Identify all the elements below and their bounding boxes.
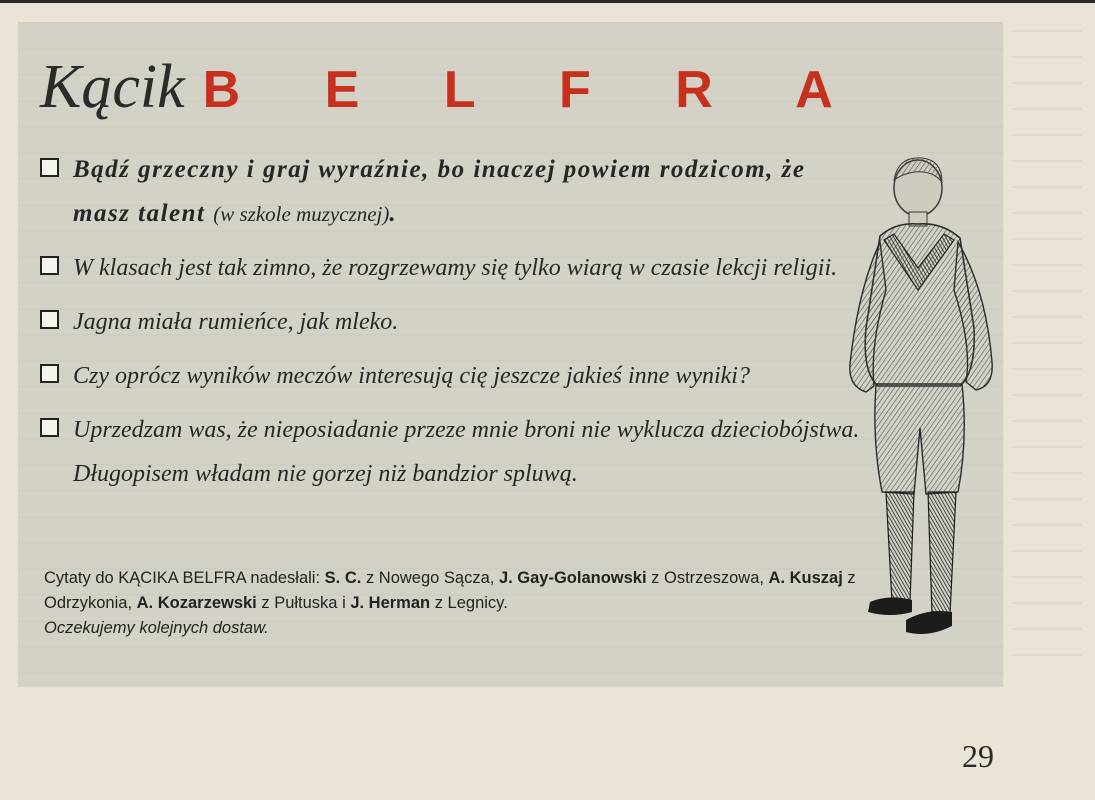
quote-item bbox=[40, 148, 870, 236]
quote-text: W klasach jest tak zimno, że rozgrzewamy się tylko wiarą w czasie lekcji religii. bbox=[73, 255, 838, 281]
schoolboy-illustration bbox=[836, 150, 1001, 650]
checkbox-icon bbox=[40, 158, 59, 177]
title-prefix: Kącik bbox=[40, 53, 185, 121]
credits bbox=[44, 566, 864, 641]
quote-text: Bądź grzeczny i graj wyraźnie, bo inaczej powiem rodzicom, że masz talent bbox=[73, 156, 806, 227]
top-rule bbox=[0, 0, 1095, 3]
sender-name: A. Kuszaj bbox=[768, 569, 843, 587]
quote-item bbox=[40, 300, 870, 344]
quote-item bbox=[40, 408, 870, 496]
sender-place: z Pułtuska i bbox=[261, 594, 346, 612]
title-highlight: B E L F R A bbox=[202, 61, 868, 119]
checkbox-icon bbox=[40, 418, 59, 437]
sender-name: A. Kozarzewski bbox=[136, 594, 257, 612]
adjacent-column-bleed bbox=[1012, 30, 1082, 670]
sender-place: z Ostrzeszowa, bbox=[651, 569, 764, 587]
sender-place: z Odrzykonia, bbox=[44, 569, 856, 612]
checkbox-icon bbox=[40, 256, 59, 275]
quote-text: Jagna miała rumieńce, jak mleko. bbox=[73, 309, 399, 335]
credits-lead: Cytaty do KĄCIKA BELFRA nadesłali: bbox=[44, 569, 321, 587]
quote-aside: (w szkole muzycznej) bbox=[213, 202, 390, 226]
sender-name: J. Herman bbox=[350, 594, 431, 612]
checkbox-icon bbox=[40, 364, 59, 383]
quote-item bbox=[40, 354, 870, 398]
checkbox-icon bbox=[40, 310, 59, 329]
sender-name: J. Gay-Golanowski bbox=[498, 569, 647, 587]
quote-tail: . bbox=[389, 200, 398, 227]
quote-text: Czy oprócz wyników meczów interesują cię jeszcze jakieś inne wyniki? bbox=[73, 363, 750, 389]
sender-place: z Nowego Sącza, bbox=[365, 569, 495, 587]
credits-cta: Oczekujemy kolejnych dostaw. bbox=[44, 619, 269, 637]
quote-list bbox=[40, 148, 870, 506]
quote-item bbox=[40, 246, 870, 290]
quote-text: Uprzedzam was, że nieposiadanie przeze mnie broni nie wyklucza dzieciobójstwa. Długopisem władam nie gorzej niż bandzior spluwą. bbox=[73, 417, 860, 487]
sender-name: S. C. bbox=[324, 569, 362, 587]
page-number: 29 bbox=[962, 738, 994, 774]
sender-place: z Legnicy. bbox=[434, 594, 508, 612]
column-title bbox=[40, 52, 868, 132]
